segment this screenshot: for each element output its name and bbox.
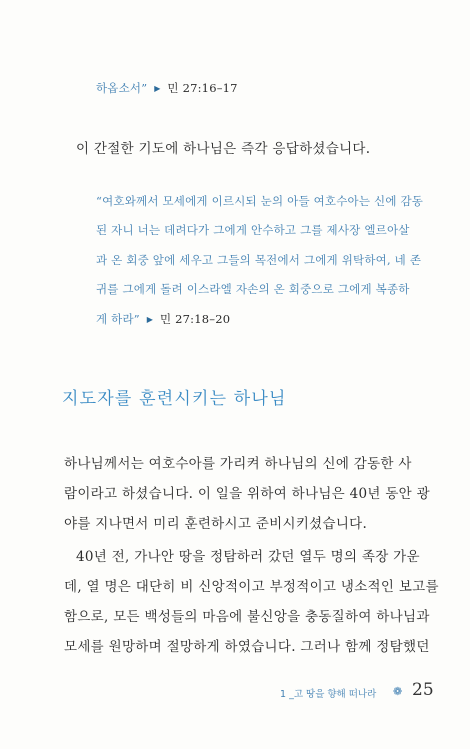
quote-ending-text: 하옵소서” <box>96 81 148 95</box>
triangle-icon: ▶ <box>154 84 161 93</box>
quote-line: 귀를 그에게 돌려 이스라엘 자손의 온 회중으로 그에게 복종하 <box>96 282 410 296</box>
body-line: 데, 열 명은 대단히 비 신앙적이고 부정적이고 냉소적인 보고를 <box>64 579 439 595</box>
scripture-reference: 민 27:16–17 <box>167 81 238 95</box>
running-footer: 1 _고 땅을 향해 떠나라 <box>280 689 377 700</box>
body-line: 람이라고 하셨습니다. 이 일을 위하여 하나님은 40년 동안 광 <box>64 486 430 502</box>
quote-line: “여호와께서 모세에게 이르시되 눈의 아들 여호수아는 신에 감동 <box>96 194 424 208</box>
triangle-icon: ▶ <box>146 315 154 324</box>
quote-ending <box>96 80 238 96</box>
intro-line: 이 간절한 기도에 하나님은 즉각 응답하셨습니다. <box>76 141 371 157</box>
scripture-reference: 민 27:18–20 <box>159 312 231 326</box>
body-line: 하나님께서는 여호수아를 가리켜 하나님의 신에 감동한 사 <box>64 456 412 472</box>
body-line: 야를 지나면서 미리 훈련하시고 준비시키셨습니다. <box>64 516 368 532</box>
quote-last-line <box>96 311 230 327</box>
quote-line: 과 온 회중 앞에 세우고 그들의 목전에서 그에게 위탁하여, 네 존 <box>96 253 422 267</box>
body-line: 함으로, 모든 백성들의 마음에 불신앙을 충동질하여 하나님과 <box>64 609 430 625</box>
quote-line: 된 자니 너는 데려다가 그에게 안수하고 그를 제사장 엘르아살 <box>96 223 410 237</box>
page-number: 25 <box>412 680 434 700</box>
body-line: 모세를 원망하며 절망하게 하였습니다. 그러나 함께 정탐했던 <box>64 639 430 655</box>
section-heading: 지도자를 훈련시키는 하나님 <box>62 389 287 409</box>
body-line: 40년 전, 가나안 땅을 정탐하러 갔던 열두 명의 족장 가운 <box>76 549 420 565</box>
quote-line: 게 하라” <box>96 312 140 326</box>
flower-ornament-icon: ❁ <box>393 685 403 698</box>
